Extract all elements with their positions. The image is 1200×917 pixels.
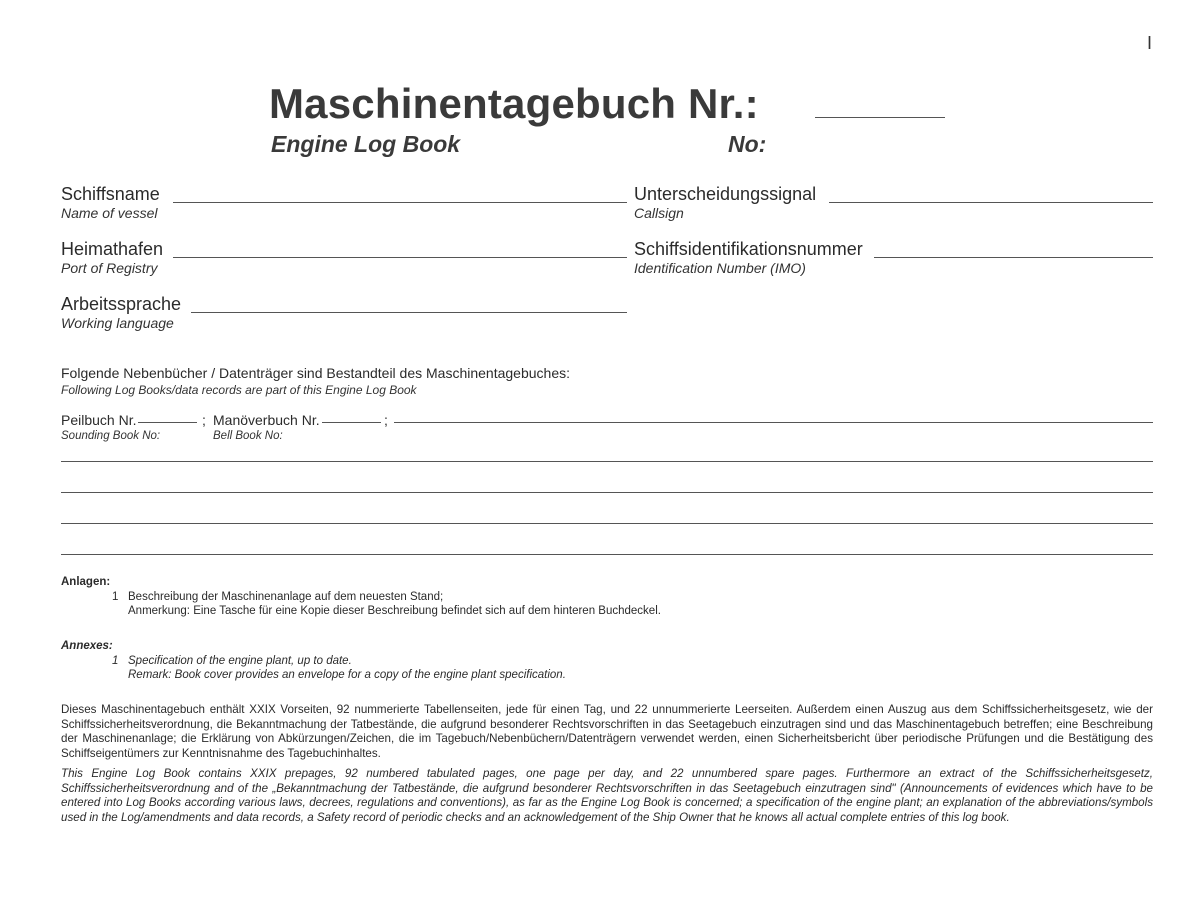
annex-item-number: 1 xyxy=(112,591,119,603)
sounding-book-label: Peilbuch Nr. xyxy=(61,412,137,428)
logbook-number-field[interactable] xyxy=(815,117,945,118)
language-label: Arbeitssprache xyxy=(61,294,182,314)
annexes-heading: Anlagen: xyxy=(61,576,111,588)
vessel-name-label-en: Name of vessel xyxy=(61,205,158,221)
vessel-name-field[interactable] xyxy=(173,202,627,203)
port-label-en: Port of Registry xyxy=(61,260,158,276)
imo-label: Schiffsidentifikationsnummer xyxy=(634,239,863,259)
logbook-entry-line[interactable] xyxy=(61,461,1153,462)
sounding-book-field[interactable] xyxy=(138,422,197,423)
port-field[interactable] xyxy=(173,257,627,258)
vessel-name-label: Schiffsname xyxy=(61,184,160,204)
callsign-field[interactable] xyxy=(829,202,1153,203)
annex-item-remark: Anmerkung: Eine Tasche für eine Kopie dieser Beschreibung befindet sich auf dem hinteren Buchdeckel. xyxy=(128,605,661,617)
number-label: No: xyxy=(728,131,767,157)
imo-label-en: Identification Number (IMO) xyxy=(634,260,806,276)
callsign-label-en: Callsign xyxy=(634,205,684,221)
separator: ; xyxy=(384,412,388,428)
page-subtitle: Engine Log Book xyxy=(271,131,461,157)
annexes-heading-en: Annexes: xyxy=(61,640,113,652)
annex-item-remark-en: Remark: Book cover provides an envelope for a copy of the engine plant specification. xyxy=(128,669,566,681)
bell-book-label-en: Bell Book No: xyxy=(213,430,283,442)
logbook-entry-line[interactable] xyxy=(61,554,1153,555)
separator: ; xyxy=(202,412,206,428)
annex-item-number-en: 1 xyxy=(112,655,119,667)
page-number: I xyxy=(1147,33,1153,53)
page-title: Maschinentagebuch Nr.: xyxy=(269,80,759,127)
callsign-label: Unterscheidungssignal xyxy=(634,184,817,204)
annex-item-text-en: Specification of the engine plant, up to date. xyxy=(128,655,352,667)
bell-book-label: Manöverbuch Nr. xyxy=(213,412,320,428)
port-label: Heimathafen xyxy=(61,239,164,259)
logbooks-heading: Folgende Nebenbücher / Datenträger sind Bestandteil des Maschinentagebuches: xyxy=(61,365,570,381)
imo-field[interactable] xyxy=(874,257,1153,258)
logbook-entry-line[interactable] xyxy=(61,523,1153,524)
language-label-en: Working language xyxy=(61,315,174,331)
sounding-book-label-en: Sounding Book No: xyxy=(61,430,161,442)
logbook-entry-line[interactable] xyxy=(61,492,1153,493)
annex-item-text: Beschreibung der Maschinenanlage auf dem neuesten Stand; xyxy=(128,591,444,603)
bell-book-field[interactable] xyxy=(322,422,381,423)
logbooks-heading-en: Following Log Books/data records are part of this Engine Log Book xyxy=(61,383,417,397)
other-logbook-field[interactable] xyxy=(394,422,1153,423)
language-field[interactable] xyxy=(191,312,627,313)
description-paragraph: Dieses Maschinentagebuch enthält XXIX Vorseiten, 92 nummerierte Tabellenseiten, jede für einen Tag, und 22 unnummerierte Leerseiten. Außerdem einen Auszug aus dem Schiffssicherheitsgesetz, wie der Schiffssicherheitsverordnung, die Bekanntmachung der Tatbestände, die aufgrund besonderer Rechtsvorschriften in das Seetagebuch einzutragen sind und das Maschinentagebuch betreffen; eine Beschreibung der Maschinenanlage; die Erklärung von Abkürzungen/Zeichen, die im Tagebuch/Nebenbüchern/Datenträgern verwendet werden, einen Sicherheitsbericht über periodische Prüfungen und die Bestätigung des Schiffseigentümers zur Kenntnisnahme des Tagebuchinhaltes. xyxy=(61,703,1153,760)
description-paragraph-en: This Engine Log Book contains XXIX prepages, 92 numbered tabulated pages, one page per day, and 22 unnumbered spare pages. Furthermore an extract of the Schiffssicherheitsgesetz, Schiffssicherheitsverordnung and of the „Bekanntmachung der Tatbestände, die aufgrund besonderer Rechtsvorschriften in das Seetagebuch einzutragen sind" (Announcements of evidences which have to be entered into Log Books according various laws, decrees, regulations and conventions), as far as the Engine Log Book is concerned; a specification of the engine plant; an explanation of the abbreviations/symbols used in the Log/amendments and data records, a Safety record of periodic checks and an acknowledgement of the Ship Owner that he knows all actual complete entries of this log book. xyxy=(61,767,1153,824)
